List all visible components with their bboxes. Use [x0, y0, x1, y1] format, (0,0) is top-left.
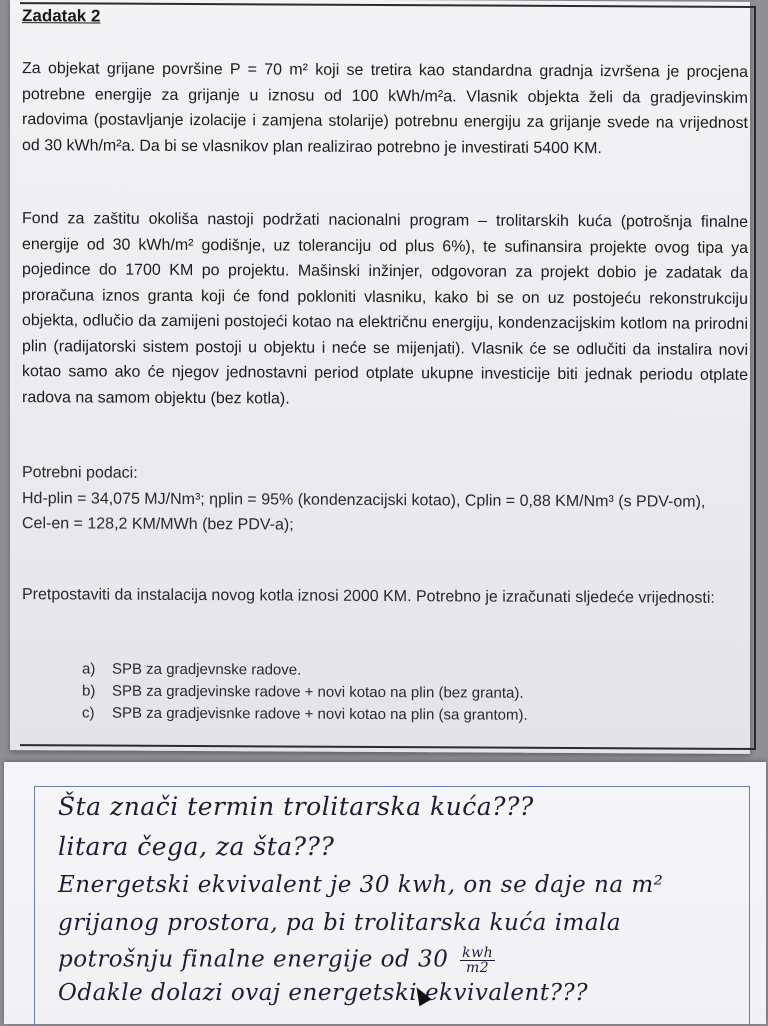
- list-item: b) SPB za gradjevinske radove + novi kotao na plin (bez granta).: [82, 682, 524, 702]
- note-line-4: grijanog prostora, pa bi trolitarska kuća imala: [58, 910, 622, 936]
- printed-task-sheet: [10, 0, 750, 754]
- required-data-block: [22, 460, 748, 540]
- paragraph-assumption: Pretpostaviti da instalacija novog kotla iznosi 2000 KM. Potrebno je izračunati sljedeće vrijednosti:: [22, 586, 715, 607]
- unit-fraction: [460, 946, 495, 975]
- note-line-3: Energetski ekvivalent je 30 kwh, on se daje na m²: [58, 872, 664, 898]
- note-line-6: Odakle dolazi ovaj energetski ekvivalent???: [58, 980, 589, 1006]
- required-data-line-1: Hd-plin = 34,075 MJ/Nm³; ηplin = 95% (kondenzacijski kotao), Cplin = 0,88 KM/Nm³ (s PDV-om),: [22, 489, 706, 511]
- fraction-numerator: kwh: [462, 945, 494, 961]
- fraction-denominator: m2: [466, 960, 490, 976]
- note-line-2: litara čega, za šta???: [58, 832, 335, 861]
- handwritten-note: [4, 762, 766, 1024]
- paragraph-intro: Za objekat grijane površine P = 70 m² koji se tretira kao standardna gradnja izvršena je procjena potrebne energije za grijanje u iznosu od 100 kWh/m²a. Vlasnik objekta želi da gradjevinskim radovima (postavljanje izolacije i zamjena stolarije) potrebnu energiju za grijanje svede na vrijednost od 30 kWh/m²a. Da bi se vlasnikov plan realizirao potrebno je investirati 5400 KM.: [22, 60, 748, 157]
- task-title: Zadatak 2: [22, 6, 101, 26]
- note-line-5-text: potrošnju finalne energije od 30: [58, 946, 449, 973]
- required-data-heading: Potrebni podaci:: [22, 464, 138, 482]
- task-list: [82, 658, 528, 726]
- list-item: a) SPB za gradjevnske radove.: [82, 660, 302, 679]
- list-item: c) SPB za gradjevisnke radove + novi kotao na plin (sa grantom).: [82, 704, 528, 724]
- note-line-5: [58, 946, 495, 975]
- paragraph-fund: Fond za zaštitu okoliša nastoji podržati nacionalni program – trolitarskih kuća (potrošnja finalne energije od 30 kWh/m² godišnje, uz toleranciju od plus 6%), te sufinansira projekte ovog tipa ya pojedince do 1700 KM po projektu. Mašinski inžinjer, odgovoran za projekt dobio je zadatak da proračuna iznos granta koji će fond pokloniti vlasniku, kako bi se on uz postojeću rekonstrukciju objekta, odlučio da zamijeni postojeći kotao na električnu energiju, kondenzacijskim kotlom na prirodni plin (radijatorski sistem postoji u objektu i neće se mijenjati). Vlasnik će se odlučiti da instalira novi kotao samo ako će njegov jednostavni period otplate ukupne investicije biti jednak periodu otplate radova na samom objektu (bez kotla).: [22, 210, 748, 408]
- note-line-1: Šta znači termin trolitarska kuća???: [58, 792, 534, 821]
- required-data-line-2: Cel-en = 128,2 KM/MWh (bez PDV-a);: [22, 515, 294, 534]
